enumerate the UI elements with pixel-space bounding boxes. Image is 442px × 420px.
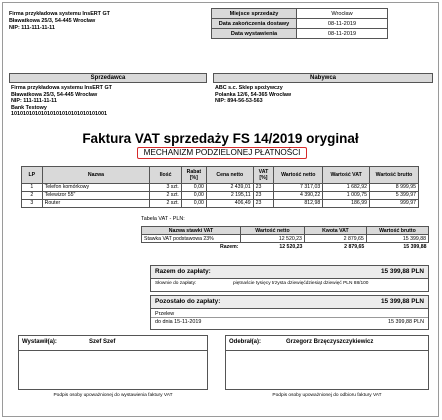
- amount-in-words: piętnaście tysięcy trzysta dziewięćdziesiąt dziewięć PLN 88/100: [233, 281, 369, 286]
- invoice-meta-table: [211, 8, 388, 39]
- payment-due-amount: 15 399,88 PLN: [388, 319, 424, 325]
- meta-row: [212, 29, 388, 39]
- remaining-amount: 15 399,88 PLN: [381, 298, 424, 305]
- seller-top-nip: NIP: 111-111-11-11: [9, 25, 55, 31]
- vat-col-rate: Nazwa stawki VAT: [142, 227, 241, 235]
- cell-vat-value: 186,99: [323, 200, 370, 208]
- issuer-caption: Podpis osoby upoważnionej do wystawienia faktury VAT: [53, 393, 173, 398]
- seller-line: 10101010101010101010101010101001: [11, 111, 107, 118]
- meta-row: [212, 9, 388, 19]
- total-to-pay-header: [151, 266, 428, 279]
- col-vat-rate: VAT [%]: [253, 167, 274, 184]
- table-row: [22, 192, 419, 200]
- meta-value: Wrocław: [297, 9, 388, 19]
- payment-due-date: do dnia 15-11-2019: [155, 319, 202, 325]
- remaining-header: [151, 296, 428, 309]
- cell-vat-value: 1 009,75: [323, 192, 370, 200]
- col-discount: Rabat [%]: [181, 167, 206, 184]
- vat-summary-table: [141, 226, 429, 250]
- vat-cell-rate: Stawka VAT podstawowa 23%: [142, 235, 241, 243]
- items-header-row: [22, 167, 419, 184]
- meta-row: [212, 19, 388, 29]
- receiver-signature-box: [225, 335, 429, 390]
- vat-total-row: [142, 243, 429, 251]
- cell-name: Telewizor 55": [42, 192, 150, 200]
- vat-cell-gross: 15 399,88: [366, 235, 428, 243]
- cell-vat-value: 1 682,92: [323, 184, 370, 192]
- cell-vat-rate: 23: [253, 192, 274, 200]
- vat-total-net: 12 520,23: [279, 243, 303, 250]
- total-to-pay-label: Razem do zapłaty:: [155, 268, 211, 275]
- cell-net-price: 2 195,11: [206, 192, 253, 200]
- amount-in-words-label: Słownie do zapłaty:: [155, 281, 197, 286]
- vat-col-net: Wartość netto: [240, 227, 304, 235]
- cell-qty: 3 szt.: [150, 184, 182, 192]
- vat-col-vat: Kwota VAT: [304, 227, 366, 235]
- cell-net-value: 4 390,22: [274, 192, 323, 200]
- vat-total-label: Razem:: [220, 243, 239, 250]
- cell-lp: 1: [22, 184, 43, 192]
- vat-col-gross: Wartość brutto: [366, 227, 428, 235]
- split-payment-label: MECHANIZM PODZIELONEJ PŁATNOŚCI: [143, 148, 301, 157]
- vat-total-vat: 2 879,65: [344, 243, 365, 250]
- table-row: [22, 184, 419, 192]
- issuer-signature-box: [18, 335, 208, 390]
- payment-method: Przelew: [155, 311, 175, 317]
- meta-label: Data zakończenia dostawy: [212, 19, 297, 29]
- buyer-details: [215, 85, 291, 105]
- meta-value: 08-11-2019: [297, 19, 388, 29]
- col-name: Nazwa: [42, 167, 150, 184]
- vat-cell-net: 12 520,23: [240, 235, 304, 243]
- seller-header: Sprzedawca: [9, 73, 207, 83]
- meta-label: Data wystawienia: [212, 29, 297, 39]
- cell-net-price: 2 439,01: [206, 184, 253, 192]
- cell-net-price: 406,49: [206, 200, 253, 208]
- seller-line: Bank Testowy: [11, 104, 47, 111]
- cell-gross-value: 8 999,95: [370, 184, 419, 192]
- total-to-pay-amount: 15 399,88 PLN: [381, 268, 424, 275]
- seller-line: Firma przykładowa systemu InsERT GT: [11, 85, 112, 91]
- cell-vat-rate: 23: [253, 200, 274, 208]
- meta-value: 08-11-2019: [297, 29, 388, 39]
- seller-line: Bławatkowa 25/3, 54-445 Wrocław: [11, 91, 98, 98]
- col-net-price: Cena netto: [206, 167, 253, 184]
- cell-name: Router: [42, 200, 150, 208]
- cell-net-value: 812,98: [274, 200, 323, 208]
- cell-lp: 3: [22, 200, 43, 208]
- issuer-header: [19, 336, 207, 351]
- cell-gross-value: 999,97: [370, 200, 419, 208]
- invoice-page: [2, 2, 439, 417]
- vat-cell-vat: 2 879,65: [304, 235, 366, 243]
- issuer-label: Wystawił(a):: [22, 339, 57, 345]
- buyer-line: Polanka 12/6, 54-365 Wrocław: [215, 91, 292, 98]
- invoice-title: Faktura VAT sprzedaży FS 14/2019 oryginał: [82, 131, 359, 146]
- remaining-box: [150, 295, 429, 330]
- issuer-name: Szef Szef: [89, 339, 116, 345]
- col-gross-value: Wartość brutto: [370, 167, 419, 184]
- col-qty: Ilość: [150, 167, 182, 184]
- vat-header-row: [142, 227, 429, 235]
- total-to-pay-box: [150, 265, 429, 292]
- remaining-label: Pozostało do zapłaty:: [155, 298, 221, 305]
- vat-table-caption: Tabela VAT - PLN:: [141, 216, 185, 222]
- col-lp: LP: [22, 167, 43, 184]
- col-net-value: Wartość netto: [274, 167, 323, 184]
- table-row: [22, 200, 419, 208]
- meta-label: Miejsce sprzedaży: [212, 9, 297, 19]
- buyer-header: Nabywca: [213, 73, 433, 83]
- cell-lp: 2: [22, 192, 43, 200]
- cell-discount: 0,00: [181, 184, 206, 192]
- seller-line: NIP: 111-111-11-11: [11, 98, 57, 105]
- cell-qty: 2 szt.: [150, 200, 182, 208]
- split-payment-badge: [137, 147, 307, 159]
- remaining-divider: [151, 317, 428, 318]
- vat-total-gross: 15 399,88: [403, 243, 427, 250]
- receiver-label: Odebrał(a):: [229, 339, 262, 345]
- cell-net-value: 7 317,03: [274, 184, 323, 192]
- receiver-name: Grzegorz Brzęczyszczykiewicz: [286, 339, 374, 345]
- seller-details: [11, 85, 112, 118]
- vat-row: [142, 235, 429, 243]
- cell-discount: 0,00: [181, 200, 206, 208]
- seller-top-address: Bławatkowa 25/3, 54-445 Wrocław: [9, 18, 96, 24]
- cell-discount: 0,00: [181, 192, 206, 200]
- seller-top-name: Firma przykładowa systemu InsERT GT: [9, 11, 110, 17]
- receiver-caption: Podpis osoby upoważnionej do odbioru faktury VAT: [272, 393, 382, 398]
- cell-qty: 2 szt.: [150, 192, 182, 200]
- col-vat-value: Wartość VAT: [323, 167, 370, 184]
- cell-name: Telefon komórkowy: [42, 184, 150, 192]
- buyer-line: NIP: 894-56-53-563: [215, 98, 263, 105]
- cell-gross-value: 5 399,97: [370, 192, 419, 200]
- cell-vat-rate: 23: [253, 184, 274, 192]
- items-table: [21, 166, 419, 208]
- receiver-header: [226, 336, 428, 351]
- buyer-line: ABC s.c. Sklep spożywczy: [215, 85, 283, 91]
